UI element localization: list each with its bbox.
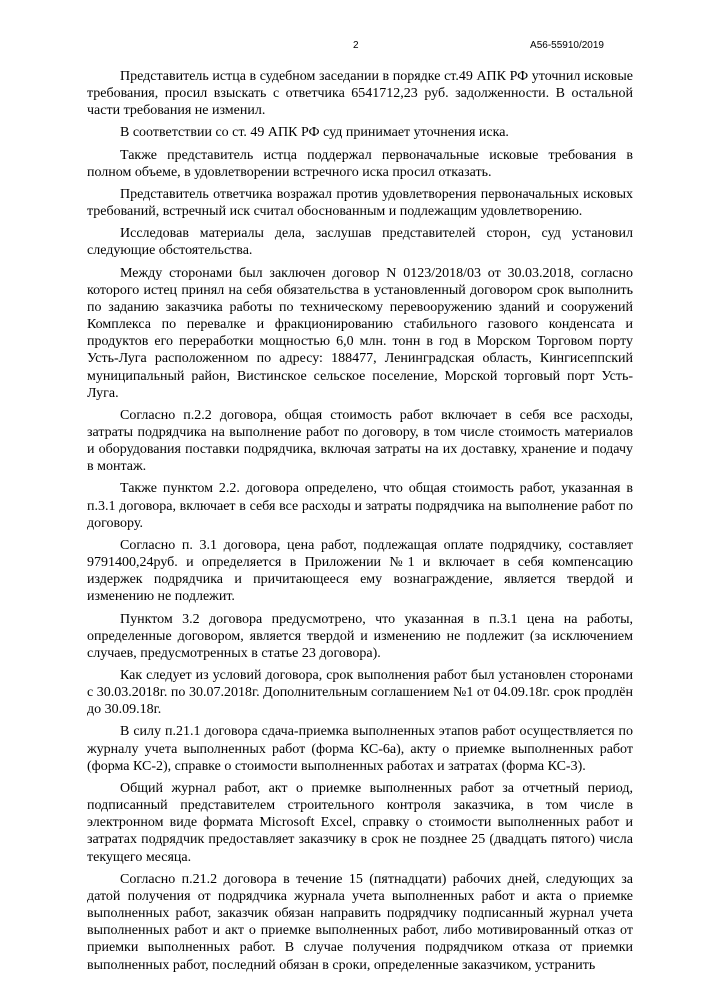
paragraph: Также пунктом 2.2. договора определено, что общая стоимость работ, указанная в п.3.1 договора, включает в себя все расходы и затраты подрядчика на выполнение работ по договору. [87, 481, 633, 531]
paragraph: В соответствии со ст. 49 АПК РФ суд принимает уточнения иска. [120, 125, 509, 141]
paragraph: Согласно п.2.2 договора, общая стоимость работ включает в себя все расходы, затраты подрядчика на выполнение работ по договору, в том числе стоимость материалов и оборудования поставки подрядчика, включая затраты на их доставку, хранение и подачу в монтаж. [87, 407, 633, 475]
paragraph: Между сторонами был заключен договор N 0123/2018/03 от 30.03.2018, согласно которого истец принял на себя обязательства в установленный договором срок выполнить по заданию заказчика работы по техническому перевооружению зданий и сооружений Комплекса по перевалке и фракционированию стабильного газового конденсата и продуктов его переработки мощностью 6,0 млн. тонн в год в Морском Торговом порту Усть-Луга расположенном по адресу: 188477, Ленинградская область, Кингисеппский муниципальный район, Вистинское сельское поселение, Морской торговый порт Усть-Луга. [87, 265, 633, 401]
page-header [0, 40, 707, 56]
paragraph: Исследовав материалы дела, заслушав представителей сторон, суд установил следующие обстоятельства. [87, 226, 633, 259]
paragraph: Общий журнал работ, акт о приемке выполненных работ за отчетный период, подписанный представителем строительного контроля заказчика, в том числе в электронном виде формата Microsoft Excel, справку о стоимости выполненных работ и затратах подрядчик предоставляет заказчику в срок не позднее 25 (двадцать пятого) числа текущего месяца. [87, 780, 633, 865]
document-body [87, 68, 633, 979]
paragraph: В силу п.21.1 договора сдача-приемка выполненных этапов работ осуществляется по журналу учета выполненных работ (форма КС-6а), акту о приемке выполненных работ (форма КС-2), справке о стоимости выполненных работах и затратах (форма КС-3). [87, 724, 633, 774]
paragraph: Представитель ответчика возражал против удовлетворения первоначальных исковых требований, встречный иск считал обоснованным и подлежащим удовлетворению. [87, 186, 633, 220]
case-number: А56-55910/2019 [530, 40, 604, 51]
paragraph: Также представитель истца поддержал первоначальные исковые требования в полном объеме, в удовлетворении встречного иска просил отказать. [87, 147, 633, 180]
paragraph: Пунктом 3.2 договора предусмотрено, что указанная в п.3.1 цена на работы, определенные договором, является твердой и изменению не подлежит (за исключением случаев, предусмотренных в статье 23 договора). [87, 611, 633, 661]
paragraph: Согласно п.21.2 договора в течение 15 (пятнадцати) рабочих дней, следующих за датой получения от подрядчика журнала учета выполненных работ и акта о приемке выполненных работ, заказчик обязан направить подрядчику подписанный журнал учета выполненных работ и акт о приемке выполненных работ, либо мотивированный отказ от приемки выполненных работ. В случае получения подрядчиком отказа от приемки выполненных работ, последний обязан в сроки, определенные заказчиком, устранить [87, 871, 633, 973]
paragraph: Согласно п. 3.1 договора, цена работ, подлежащая оплате подрядчику, составляет 9791400,24руб. и определяется в Приложении №1 и включает в себя компенсацию издержек подрядчика и причитающееся ему вознаграждение, является твердой и изменению не подлежит. [87, 537, 633, 605]
paragraph: Представитель истца в судебном заседании в порядке ст.49 АПК РФ уточнил исковые требования, просил взыскать с ответчика 6541712,23 руб. задолженности. В остальной части требования не изменил. [87, 69, 633, 119]
paragraph: Как следует из условий договора, срок выполнения работ был установлен сторонами с 30.03.2018г. по 30.07.2018г. Дополнительным соглашением №1 от 04.09.18г. срок продлён до 30.09.18г. [87, 668, 633, 718]
page-number: 2 [353, 40, 359, 51]
